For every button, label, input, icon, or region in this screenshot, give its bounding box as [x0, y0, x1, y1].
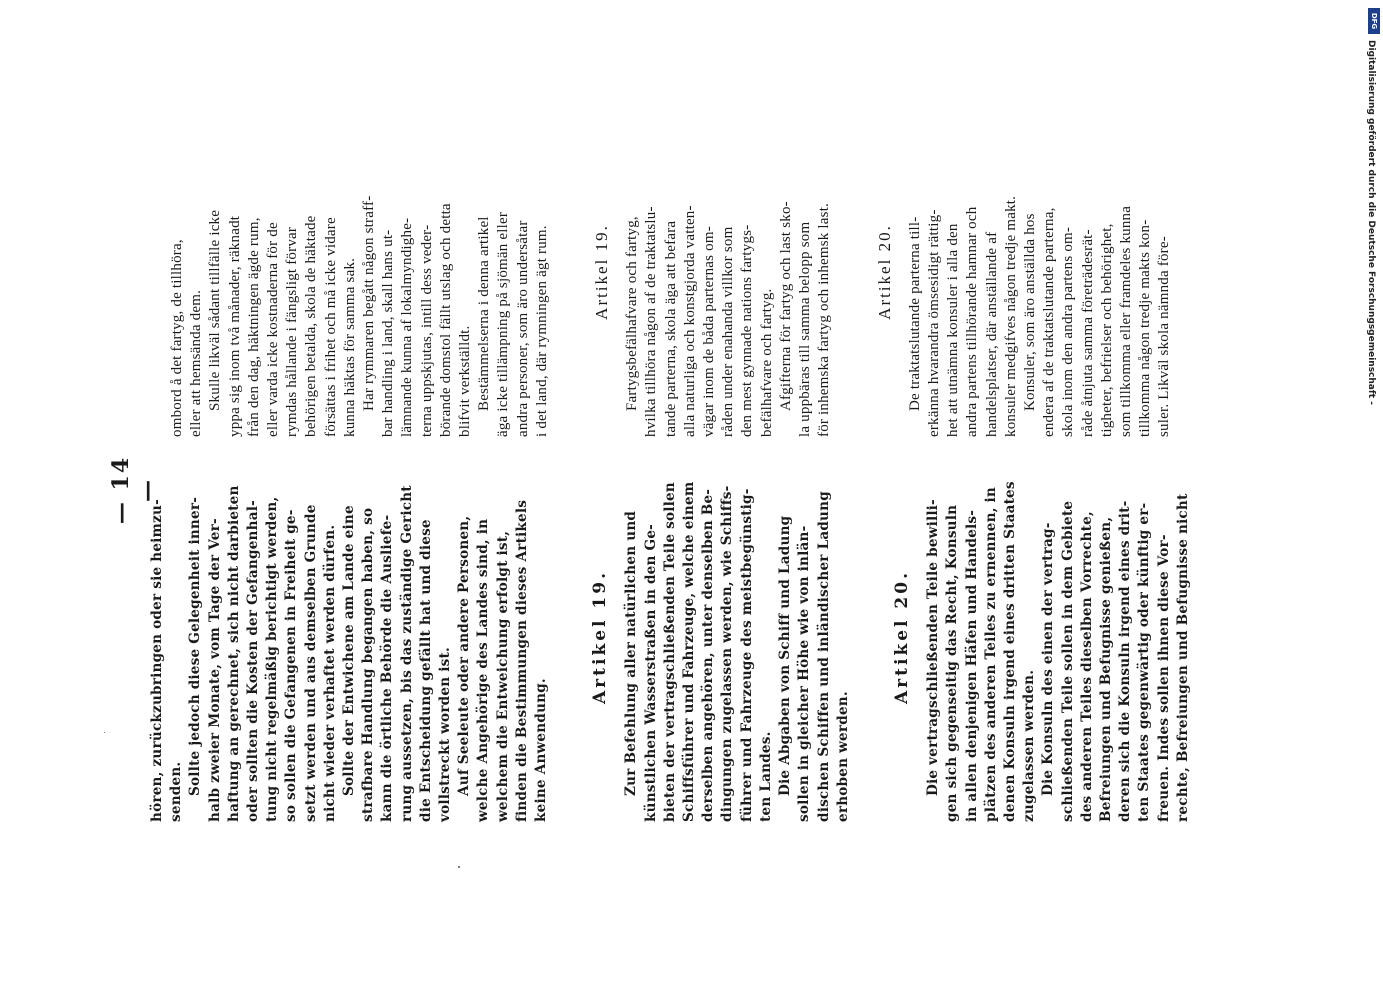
text-line: Har rymmaren begått någon straff-: [361, 195, 378, 411]
text-line: Die Abgaben von Schiff und Ladung: [777, 515, 794, 796]
text-line: konsuler medgifves någon tredje makt.: [1002, 195, 1019, 437]
text-line: Befreiungen und Befugnisse genießen,: [1097, 516, 1114, 822]
text-line: handelsplatser, där anställande af: [983, 231, 1000, 437]
text-line: blifvit verkställdt.: [457, 325, 474, 437]
text-line: endera af de traktatslutande parterna,: [1041, 207, 1058, 437]
text-line: des anderen Teiles dieselben Vorrechte,: [1078, 511, 1095, 822]
text-line: alla naturliga och konstgjorda vatten-: [681, 205, 698, 437]
text-line: rechte, Befreiungen und Befugnisse nicht: [1174, 493, 1191, 822]
text-line: äga icke tillämpning på sjömän eller: [495, 211, 512, 437]
text-line: gen sich gegenseitig das Recht, Konsuln: [944, 504, 961, 822]
swedish-text-column: [168, 107, 1175, 437]
text-line: strafbare Handlung begangen haben, so: [360, 507, 377, 822]
text-line: andra personer, som äro undersåtar: [514, 220, 531, 437]
text-line: Sollte jedoch diese Gelegenheit inner-: [187, 496, 204, 796]
text-line: sollen in gleicher Höhe wie von inlän-: [796, 525, 813, 822]
text-line: in allen denjenigen Häfen und Handels-: [963, 509, 980, 822]
text-line: erkänna hvarandra ömsesidigt rättig-: [925, 209, 942, 437]
german-article-20-text: [924, 452, 1193, 822]
text-line: börande domstol fällt utslag och detta: [437, 203, 454, 437]
text-line: kunna häktas för samma sak.: [341, 257, 358, 437]
text-line: setzt werden und aus demselben Grunde: [302, 504, 319, 822]
german-article-19-text: [622, 452, 852, 822]
text-line: i det land, där rymningen ägt rum.: [533, 225, 550, 437]
text-line: suler. Likväl skola nämnda före-: [1156, 236, 1173, 437]
text-line: kann die örtliche Behörde die Ausliefe-: [379, 514, 396, 822]
german-continuation-text: [148, 452, 551, 822]
text-line: die Entscheidung gefällt hat und diese: [417, 519, 434, 822]
scan-speck: [458, 866, 460, 868]
text-line: försättas i frihet och må icke vidare: [322, 217, 339, 437]
text-line: schließenden Teile sollen in dem Gebiete: [1059, 500, 1076, 822]
text-line: führer und Fahrzeuge des meistbegünstig-: [738, 488, 755, 822]
text-line: haftung an gerechnet, sich nicht darbieten: [225, 485, 242, 822]
text-line: Bestämmelserna i denna artikel: [476, 216, 493, 411]
text-line: rung aussetzen, bis das zuständige Gericht: [398, 485, 415, 822]
text-line: senden.: [168, 761, 185, 822]
german-article-19-heading: Artikel 19.: [590, 570, 611, 705]
text-line: eller att hemsända dem.: [188, 289, 205, 437]
text-line: lämnande kunna af lokalmyndighe-: [399, 217, 416, 437]
german-text-column: [148, 452, 1193, 822]
scan-speck: [104, 732, 105, 733]
text-line: Die vertragschließenden Teile bewilli-: [925, 499, 942, 796]
swedish-article-20-heading: Artikel 20.: [874, 224, 894, 320]
german-article-20-heading: Artikel 20.: [891, 570, 912, 705]
text-line: finden die Bestimmungen dieses Artikels: [513, 499, 530, 822]
page-number: — 14 —: [108, 455, 160, 525]
text-line: plätzen des anderen Teiles zu ernennen, in: [982, 486, 999, 822]
swedish-article-19-heading: Artikel 19.: [592, 224, 612, 320]
text-line: Sollte der Entwichene am Lande eine: [341, 505, 358, 796]
swedish-continuation-text: [168, 107, 552, 437]
text-line: dingungen zugelassen werden, wie Schiffs-: [719, 485, 736, 822]
text-line: råden under enahanda villkor som: [720, 226, 737, 437]
text-line: bar handling i land, skall hans ut-: [380, 229, 397, 437]
text-line: nicht wieder verhaftet werden dürfen.: [321, 524, 338, 822]
text-line: ombord å det fartyg, de tillhöra,: [169, 239, 185, 437]
text-line: halb zweier Monate, vom Tage der Ver-: [206, 518, 223, 822]
text-line: befälhafvare och fartyg.: [758, 288, 775, 437]
text-line: freuen. Indes sollen ihnen diese Vor-: [1155, 534, 1172, 822]
text-line: råde åtnjuta samma företrädesrät-: [1079, 229, 1096, 437]
text-line: ten Staates gegenwärtig oder künftig er-: [1136, 502, 1153, 822]
text-line: hvilka tillhöra någon af de traktatslu-: [643, 206, 660, 437]
text-line: andra partens tillhörande hamnar och: [964, 206, 981, 437]
text-line: derselben angehören, unter denselben Be-: [700, 488, 717, 822]
text-line: dischen Schiffen und inländischer Ladung: [815, 491, 832, 822]
text-line: för inhemska fartyg och inhemsk last.: [816, 202, 833, 437]
text-line: från den dag, häktningen ägde rum,: [245, 217, 262, 437]
text-line: Skulle likväl sådant tillfälle icke: [207, 209, 224, 411]
text-line: denen Konsuln irgend eines dritten Staates: [1001, 481, 1018, 822]
text-line: ten Landes.: [757, 731, 774, 822]
dfg-logo-text: DFG: [1370, 12, 1378, 30]
text-line: oder sollten die Kosten der Gefangenhal-: [245, 500, 262, 822]
swedish-article-19-text: [623, 107, 834, 437]
text-line: Afgifterna för fartyg och last sko-: [777, 201, 794, 411]
text-line: Konsuler, som äro anställda hos: [1021, 213, 1038, 411]
text-line: het att utnämna konsuler i alla den: [945, 223, 962, 437]
text-line: yppa sig inom två månader, räknadt: [226, 215, 243, 437]
text-line: Zur Befehlung aller natürlichen und: [623, 510, 640, 796]
text-line: Die Konsuln des einen der vertrag-: [1040, 522, 1057, 796]
text-line: skola inom den andra partens om-: [1060, 226, 1077, 437]
text-line: so sollen die Gefangenen in Freiheit ge-: [283, 509, 300, 822]
text-line: tillkomma någon tredje makts kon-: [1137, 219, 1154, 437]
dfg-logo: [1368, 8, 1380, 34]
text-line: deren sich die Konsuln irgend eines drit-: [1117, 500, 1134, 822]
text-line: tigheter, befrielser och behörighet,: [1098, 223, 1115, 437]
text-line: hören, zurückzubringen oder sie heimzu-: [149, 499, 165, 822]
text-line: welche Angehörige des Landes sind, in: [475, 518, 492, 822]
text-line: tande parterna, skola äga att befara: [662, 220, 679, 437]
text-line: künstlichen Wasserstraßen in den Ge-: [642, 523, 659, 822]
swedish-article-20-text: [906, 107, 1175, 437]
text-line: den mest gynnade nations fartygs-: [739, 224, 756, 437]
text-line: Fartygsbefälhafvare och fartyg,: [624, 216, 641, 411]
text-line: eller varda icke kostnaderna för de: [265, 222, 282, 437]
text-line: rymdas hållande i fängsligt förvar: [284, 226, 301, 437]
text-line: Schiffsführer und Fahrzeuge, welche einem: [681, 481, 698, 822]
text-line: terna uppskjutas, intill dess veder-: [418, 224, 435, 437]
text-line: behörigen betalda, skola de häktade: [303, 215, 320, 437]
text-line: vägar inom de båda parternas om-: [701, 226, 718, 437]
text-line: De traktatslutande parterna till-: [906, 216, 923, 411]
text-line: bieten der vertragschließenden Teile sollen: [661, 482, 678, 822]
text-line: la uppbäras till samma belopp som: [797, 221, 814, 437]
digitization-credit: Digitalisierung gefördert durch die Deutsche Forschungsgemeinschaft -: [1366, 40, 1376, 405]
text-line: Auf Seeleute oder andere Personen,: [456, 515, 473, 796]
text-line: som tillkomma eller framdeles kunna: [1117, 205, 1134, 437]
text-line: zugelassen werden.: [1021, 669, 1038, 822]
text-line: welchem die Entweichung erfolgt ist,: [494, 530, 511, 822]
text-line: keine Anwendung.: [533, 678, 550, 822]
text-line: erhoben werden.: [834, 691, 851, 822]
text-line: vollstreckt worden ist.: [437, 647, 454, 822]
text-line: tung nicht regelmäßig berichtigt werden,: [264, 496, 281, 822]
